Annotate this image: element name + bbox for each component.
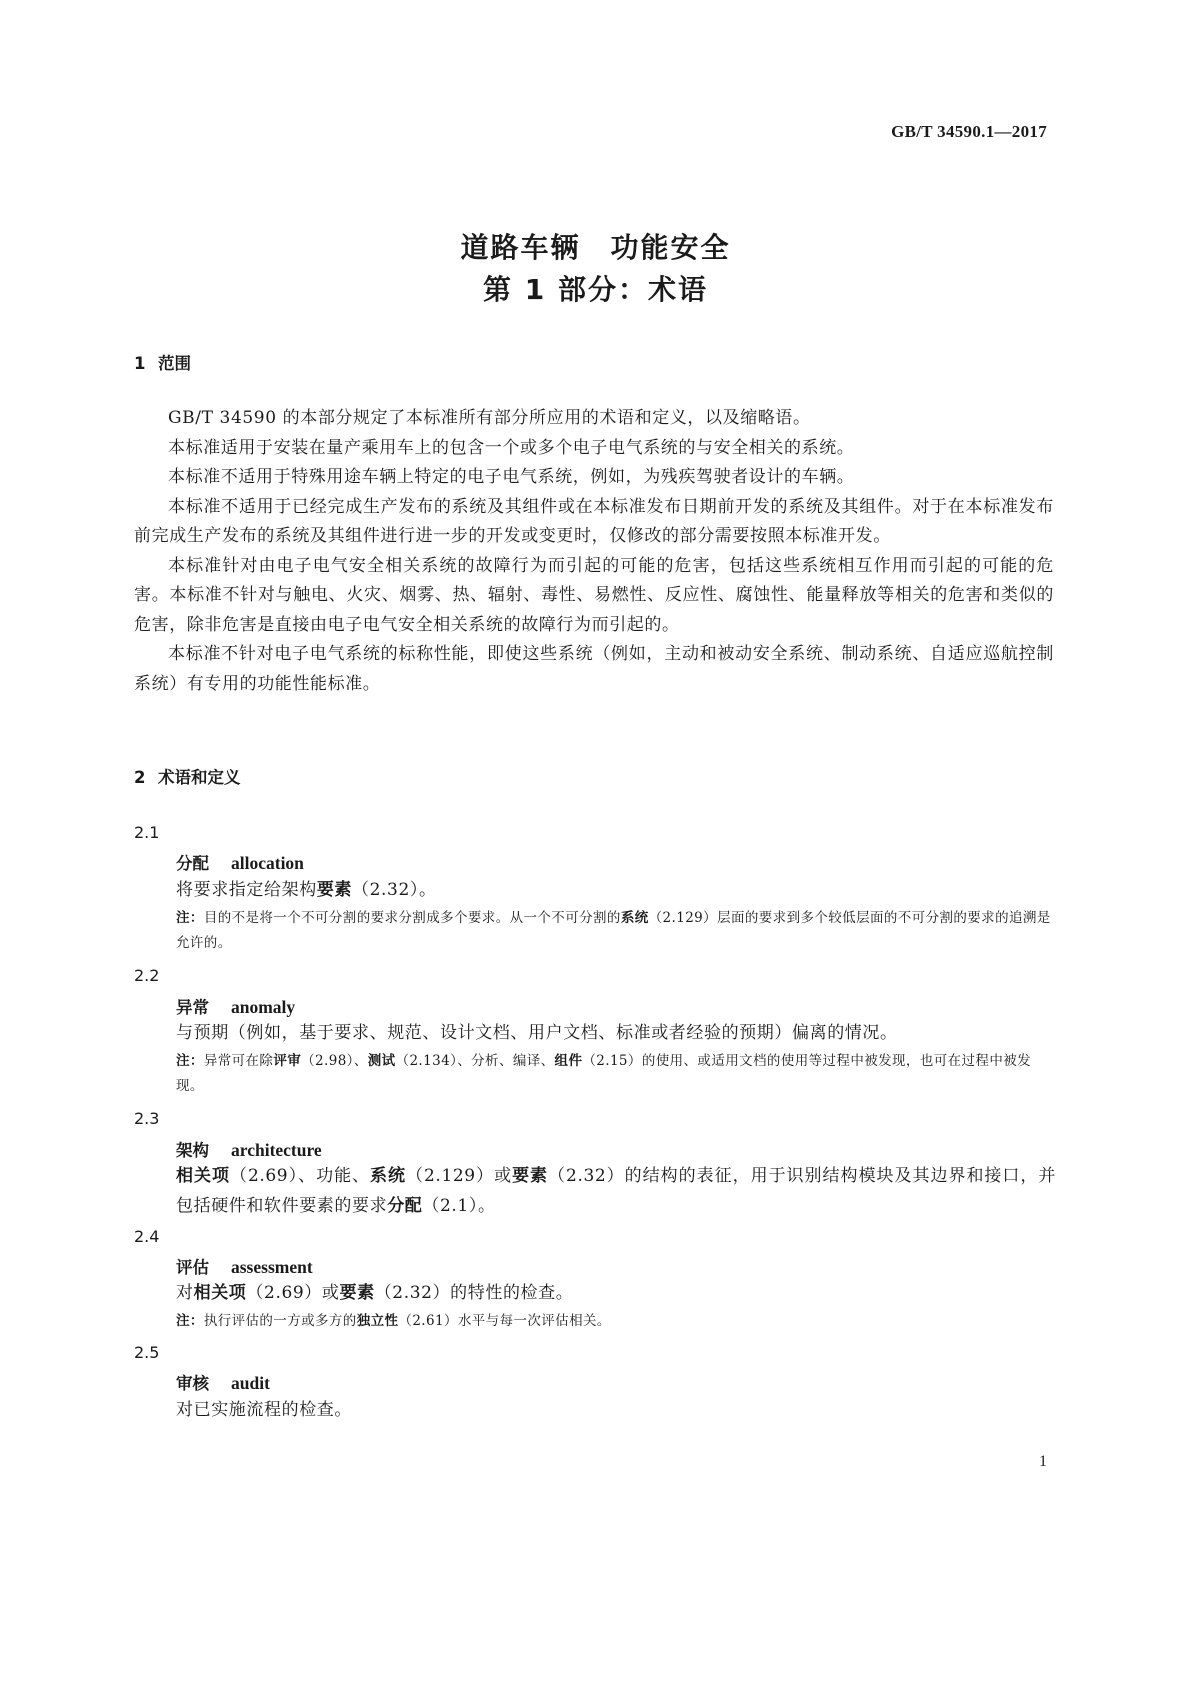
paragraph: 本标准适用于安装在量产乘用车上的包含一个或多个电子电气系统的与安全相关的系统。 bbox=[168, 437, 855, 458]
term-en: assessment bbox=[231, 1257, 313, 1277]
section-1-heading bbox=[134, 350, 191, 374]
note-label: 注： bbox=[176, 910, 204, 926]
text-segment: （2.69）或 bbox=[246, 1283, 340, 1303]
note-text bbox=[204, 1313, 611, 1329]
text-segment: （2.98）、 bbox=[301, 1053, 368, 1069]
note-text bbox=[176, 910, 1051, 951]
term-reference: 要素 bbox=[316, 880, 353, 900]
term-number: 2.1 bbox=[134, 823, 160, 842]
text-segment: （2.32）的特性的检查。 bbox=[374, 1283, 574, 1303]
term-number: 2.4 bbox=[134, 1227, 160, 1246]
paragraph: GB/T 34590 的本部分规定了本标准所有部分所应用的术语和定义，以及缩略语。 bbox=[168, 408, 811, 428]
term-zh: 分配 bbox=[176, 854, 209, 873]
text-segment: 异常可在除 bbox=[203, 1053, 274, 1069]
text-segment: （2.1）。 bbox=[422, 1195, 496, 1216]
text-segment: 执行评估的一方或多方的 bbox=[203, 1313, 357, 1329]
paragraph: 本标准不适用于已经完成生产发布的系统及其组件或在本标准发布日期前开发的系统及其组件。对于在本标准发布前完成生产发布的系统及其组件进行进一步的开发或变更时，仅修改的部分需要按照本标准开发。 bbox=[134, 496, 1054, 546]
section-title: 范围 bbox=[158, 354, 191, 373]
term-zh: 评估 bbox=[176, 1258, 209, 1277]
term-zh: 架构 bbox=[176, 1141, 209, 1160]
term-number: 2.5 bbox=[134, 1343, 160, 1362]
term-reference: 独立性 bbox=[356, 1313, 399, 1329]
text-segment: 目的不是将一个不可分割的要求分割成多个要求。从一个不可分割的 bbox=[203, 910, 621, 926]
text-segment: 将要求指定给架构 bbox=[176, 880, 317, 900]
term-reference: 相关项 bbox=[176, 1166, 230, 1186]
paragraph: 本标准针对由电子电气安全相关系统的故障行为而引起的可能的危害，包括这些系统相互作用而引起的可能的危害。本标准不针对与触电、火灾、烟雾、热、辐射、毒性、易燃性、反应性、腐蚀性、能量释放等相关的危害和类似的危害，除非危害是直接由电子电气安全相关系统的故障行为而引起的。 bbox=[134, 555, 1054, 635]
term-zh: 异常 bbox=[176, 998, 209, 1017]
paragraph: 本标准不适用于特殊用途车辆上特定的电子电气系统，例如，为残疾驾驶者设计的车辆。 bbox=[168, 467, 855, 487]
text-segment: （2.15）的使用、或适用文档的使用等过程中被发现，也可在过程中被发现。 bbox=[176, 1053, 1032, 1094]
text-segment: （2.129）层面的要求到多个较低层面的不可分割的要求的追溯是允许的。 bbox=[176, 910, 1051, 951]
note-label: 注： bbox=[176, 1313, 204, 1329]
term-note bbox=[176, 906, 1056, 956]
term-reference: 要素 bbox=[512, 1166, 549, 1186]
term-reference: 相关项 bbox=[193, 1283, 247, 1303]
term-definition bbox=[176, 1019, 1056, 1049]
term-en: audit bbox=[231, 1373, 270, 1393]
term-reference: 分配 bbox=[387, 1195, 423, 1216]
document-subtitle: 第 1 部分：术语 bbox=[483, 273, 708, 306]
note-text bbox=[176, 1053, 1031, 1094]
text-segment: 对已实施流程的检查。 bbox=[176, 1400, 352, 1420]
term-heading bbox=[176, 994, 295, 1018]
term-en: architecture bbox=[231, 1140, 322, 1160]
term-heading bbox=[176, 1254, 313, 1278]
section-title: 术语和定义 bbox=[158, 768, 241, 787]
term-reference: 系统 bbox=[620, 910, 649, 926]
text-segment: （2.61）水平与每一次评估相关。 bbox=[398, 1313, 611, 1329]
term-reference: 要素 bbox=[339, 1283, 375, 1303]
text-segment: （2.32）。 bbox=[352, 880, 437, 900]
paragraph: 本标准不针对电子电气系统的标称性能，即使这些系统（例如，主动和被动安全系统、制动系统、自适应巡航控制系统）有专用的功能性能标准。 bbox=[134, 644, 1054, 694]
term-note bbox=[176, 1049, 1056, 1099]
text-segment: 与预期（例如，基于要求、规范、设计文档、用户文档、标准或者经验的预期）偏离的情况。 bbox=[176, 1023, 898, 1043]
term-definition bbox=[176, 1162, 1056, 1221]
term-number: 2.3 bbox=[134, 1109, 160, 1128]
term-en: allocation bbox=[231, 853, 304, 873]
section-number: 2 bbox=[134, 768, 146, 787]
term-reference: 系统 bbox=[370, 1166, 407, 1186]
term-definition bbox=[176, 1279, 1056, 1309]
term-definition bbox=[176, 876, 1056, 906]
text-segment: 对 bbox=[176, 1283, 194, 1303]
term-reference: 组件 bbox=[554, 1053, 583, 1069]
section-number: 1 bbox=[134, 354, 146, 373]
term-en: anomaly bbox=[231, 997, 296, 1017]
term-note bbox=[176, 1309, 1056, 1334]
term-reference: 评审 bbox=[273, 1053, 302, 1069]
page-number: 1 bbox=[1039, 1453, 1047, 1470]
term-reference: 测试 bbox=[367, 1053, 396, 1069]
term-heading bbox=[176, 850, 304, 874]
term-definition bbox=[176, 1396, 1056, 1426]
text-segment: （2.134）、分析、编译、 bbox=[395, 1053, 555, 1069]
section-1-body bbox=[134, 404, 1054, 699]
term-heading bbox=[176, 1137, 322, 1161]
term-zh: 审核 bbox=[176, 1374, 209, 1393]
note-label: 注： bbox=[176, 1053, 204, 1069]
standard-number: GB/T 34590.1—2017 bbox=[891, 122, 1047, 141]
text-segment: （2.129）或 bbox=[406, 1166, 513, 1186]
term-heading bbox=[176, 1370, 270, 1394]
text-segment: （2.69）、功能、 bbox=[229, 1166, 371, 1186]
section-2-heading bbox=[134, 764, 241, 788]
term-number: 2.2 bbox=[134, 966, 160, 985]
document-title: 道路车辆 功能安全 bbox=[460, 231, 731, 264]
text-segment: （2.32）的结构的表征，用于识别结构模块及其边界和接口，并包括硬件和软件要素的要求 bbox=[176, 1166, 1056, 1216]
